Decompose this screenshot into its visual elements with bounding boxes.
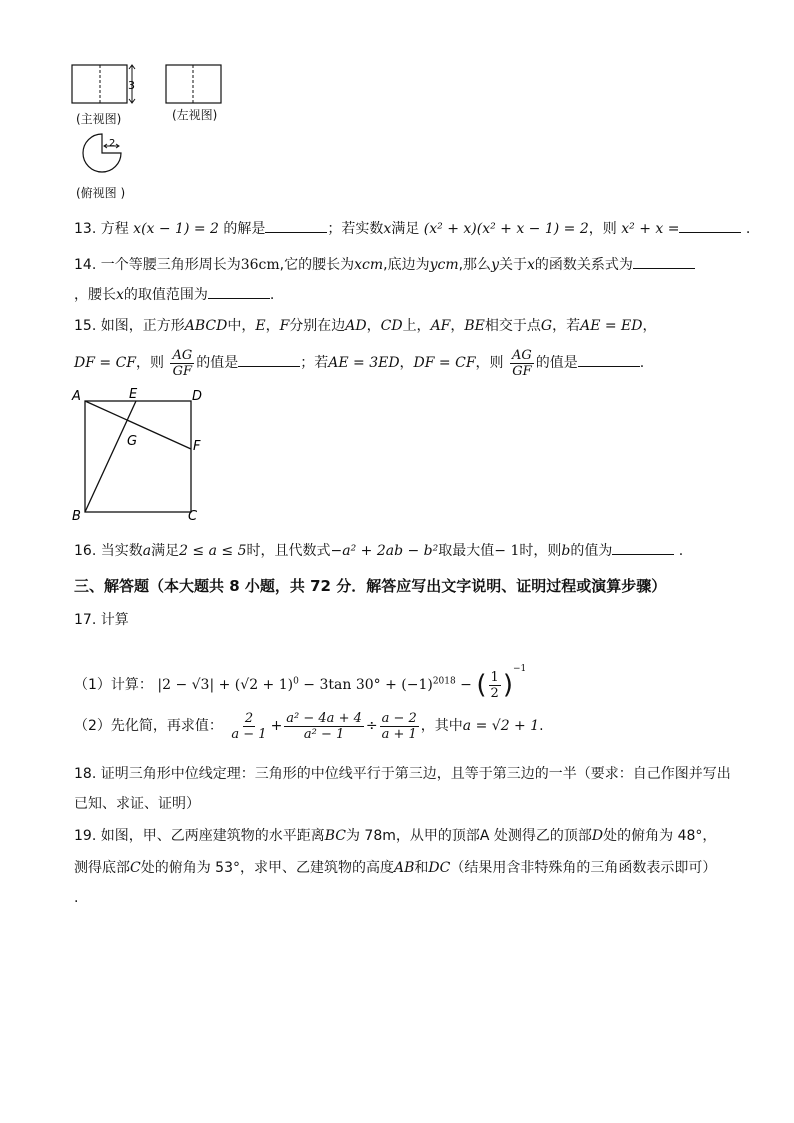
fraction-a-2-over-a-1: $\frac{a - 2}{a + 1}$	[381, 710, 417, 742]
answer-blank-16[interactable]	[612, 540, 674, 555]
top-view-label: (俯视图 )	[76, 186, 126, 200]
fraction-ag-gf-1: $\frac{AG}{GF}$	[172, 347, 193, 379]
answer-blank-14a[interactable]	[633, 254, 695, 269]
fraction-a2-4a-4: $\frac{\text{a² − 4a + 4}}{\text{a² − 1}}$	[286, 710, 362, 742]
answer-blank-13b[interactable]	[679, 218, 741, 233]
figure-15	[66, 384, 216, 526]
question-14: 14. 一个等腰三角形周长为36cm,它的腰长为xcm,底边为ycm,那么y关于x的函数关系式为	[74, 254, 695, 275]
label-c: C	[188, 509, 198, 524]
square-figure-drawing	[66, 384, 216, 526]
question-17: 17. 计算	[74, 612, 129, 628]
question-19: 19. 如图，甲、乙两座建筑物的水平距离BC为 78m，从甲的顶部A 处测得乙的顶部D处的俯角为 48°，	[74, 828, 717, 844]
question-18-line2: 已知、求证、证明）	[74, 796, 200, 812]
fraction-one-half: $\frac{1}{2}$	[490, 669, 499, 701]
label-a: A	[72, 389, 81, 404]
answer-blank-13a[interactable]	[265, 218, 327, 233]
answer-blank-15b[interactable]	[578, 352, 640, 367]
segment-af	[85, 401, 191, 449]
question-18: 18. 证明三角形中位线定理：三角形的中位线平行于第三边，且等于第三边的一半（要求：自己作图并写出	[74, 766, 731, 782]
label-b: B	[72, 509, 81, 524]
square-abcd	[85, 401, 191, 512]
top-dim-text: 2	[109, 138, 116, 149]
fraction-2-over-a-1: $\frac{2}{a - 1}$	[231, 710, 267, 742]
label-f: F	[193, 439, 201, 454]
label-g: G	[127, 434, 138, 449]
section-3-heading: 三、解答题（本大题共 8 小题，共 72 分．解答应写出文字说明、证明过程或演算步骤）	[74, 577, 667, 595]
fraction-ag-gf-2: $\frac{AG}{GF}$	[512, 347, 532, 379]
question-19-end: .	[74, 890, 79, 906]
label-e: E	[129, 387, 138, 402]
question-13: 13. 方程 x(x − 1) = 2 的解是 ；若实数x满足 (x² + x)(x² + x − 1) = 2，则 x² + x = .	[74, 218, 750, 239]
question-15-line2: DF = CF，则 $\frac{AG}{GF}$ 的值是 ；若AE = 3ED，DF = CF，则 $\frac{AG}{GF}$ 的值是 .	[74, 347, 645, 379]
front-view-label: (主视图)	[76, 112, 122, 126]
question-19-line2: 测得底部C处的俯角为 53°，求甲、乙建筑物的高度AB和DC（结果用含非特殊角的三角函数表示即可）	[74, 860, 717, 876]
question-15: 15. 如图，正方形ABCD中，E，F分别在边AD，CD上，AF，BE相交于点G，若AE = ED，	[74, 318, 657, 334]
answer-blank-15a[interactable]	[238, 352, 300, 367]
question-14-line2: ，腰长x的取值范围为 .	[74, 284, 274, 305]
question-16: 16. 当实数a满足2 ≤ a ≤ 5时，且代数式−a² + 2ab − b²取最大值− 1时，则b的值为 .	[74, 540, 683, 561]
label-d: D	[192, 389, 203, 404]
segment-be	[85, 401, 136, 512]
question-17-part2: （2）先化简，再求值： $\frac{2}{a - 1}$ + $\frac{\text{a² − 4a + 4}}{\text{a² − 1}}$ ÷ $\frac{a - 2}{a + 1}$ ，其中a = √2 + 1.	[74, 710, 544, 742]
front-dim-text: 3	[128, 79, 135, 92]
question-17-part1: （1）计算： $|2 - √3| + (√2 + 1)^0 - 3\tan$ $30^\circ + (-1)^{2018}$ − ( $\frac{1}{2}$ )$^{-1}$	[74, 664, 527, 701]
answer-blank-14b[interactable]	[208, 284, 270, 299]
left-view-label: (左视图)	[172, 108, 218, 122]
